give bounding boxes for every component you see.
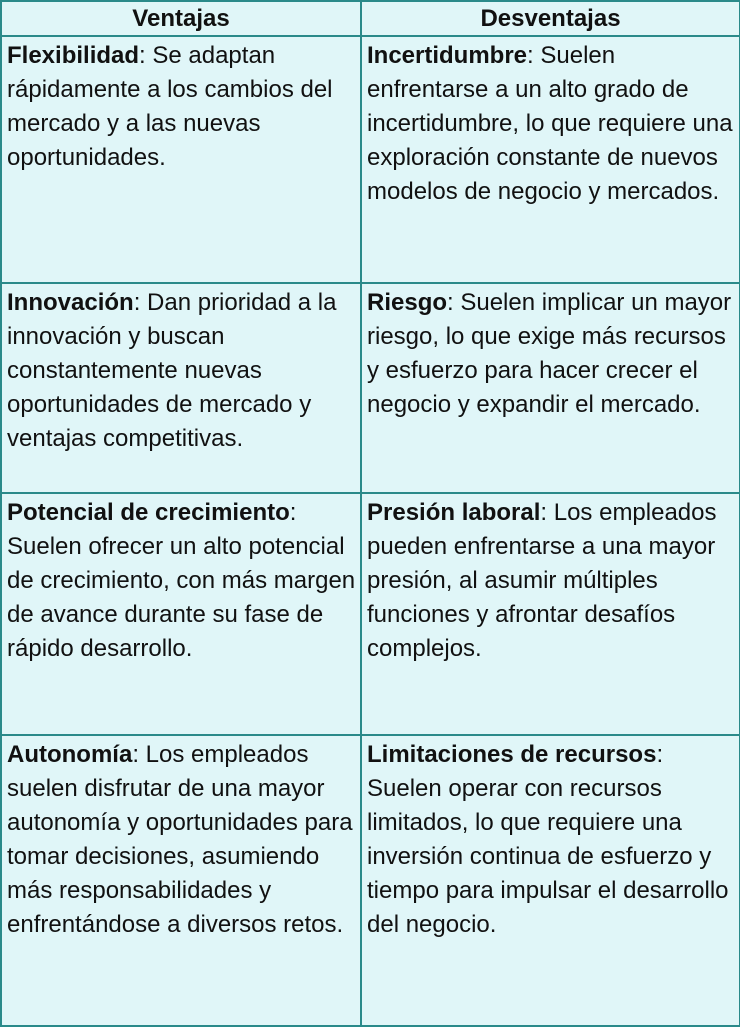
desventaja-cell [361,735,740,1026]
term: Innovación [7,289,134,316]
ventaja-cell [1,735,361,1026]
table-row [1,493,740,735]
term: Flexibilidad [7,42,140,69]
term: Riesgo [367,289,448,316]
term: Potencial de crecimiento [7,499,290,526]
description: : Suelen implicar un mayor riesgo, lo que exige más recursos y esfuerzo para hacer crecer el negocio y expandir el mercado. [367,289,732,418]
table-row [1,36,740,283]
description: : Dan prioridad a la innovación y buscan constantemente nuevas oportunidades de mercado y ventajas competitivas. [7,289,337,452]
table-row [1,283,740,493]
ventaja-cell [1,36,361,283]
ventaja-cell [1,283,361,493]
desventaja-cell [361,36,740,283]
desventaja-cell [361,493,740,735]
term: Incertidumbre [367,42,528,69]
description: : Se adaptan rápidamente a los cambios del mercado y a las nuevas oportunidades. [7,42,333,171]
term: Limitaciones de recursos [367,741,657,768]
description: : Suelen operar con recursos limitados, lo que requiere una inversión continua de esfuerzo y tiempo para impulsar el desarrollo del negocio. [367,741,729,938]
header-row [1,1,740,36]
description: : Suelen ofrecer un alto potencial de crecimiento, con más margen de avance durante su fase de rápido desarrollo. [7,499,356,662]
header-ventajas: Ventajas [1,1,361,36]
ventaja-cell [1,493,361,735]
description: : Los empleados pueden enfrentarse a una mayor presión, al asumir múltiples funciones y afrontar desafíos complejos. [367,499,717,662]
desventaja-cell [361,283,740,493]
description: : Suelen enfrentarse a un alto grado de incertidumbre, lo que requiere una exploración constante de nuevos modelos de negocio y mercados. [367,42,733,205]
term: Presión laboral [367,499,541,526]
description: : Los empleados suelen disfrutar de una mayor autonomía y oportunidades para tomar decisiones, asumiendo más responsabilidades y enfrentándose a diversos retos. [7,741,353,938]
header-desventajas: Desventajas [361,1,740,36]
term: Autonomía [7,741,133,768]
table-row [1,735,740,1026]
